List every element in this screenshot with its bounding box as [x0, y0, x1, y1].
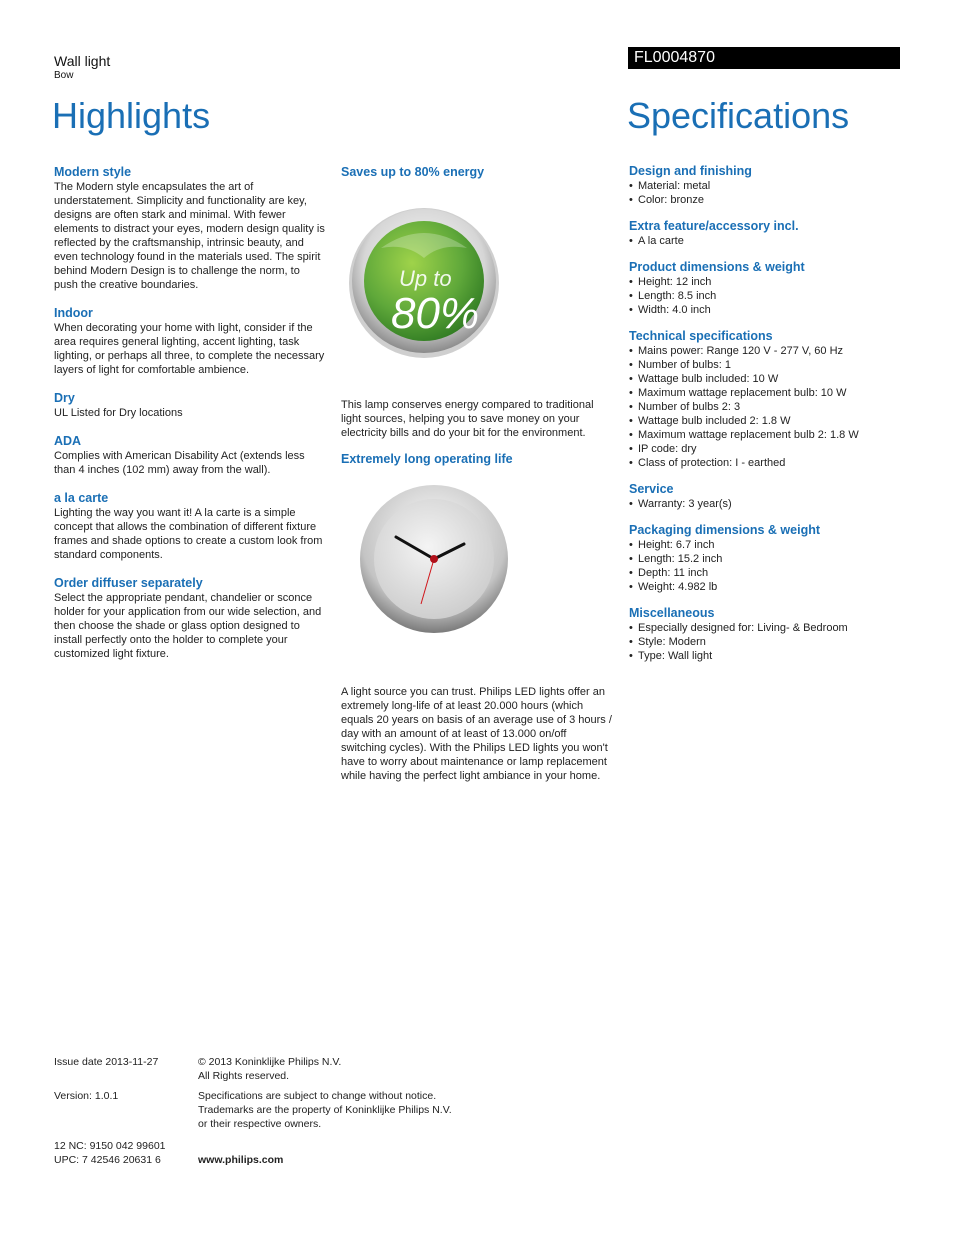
spec-miscellaneous — [629, 606, 919, 663]
copyright-line-2: All Rights reserved. — [198, 1070, 290, 1082]
product-type: Wall light — [54, 53, 111, 69]
spec-extra-feature — [629, 219, 919, 248]
spec-title: Design and finishing — [629, 164, 752, 178]
spec-item: • Especially designed for: Living- & Bedroom — [629, 621, 919, 635]
spec-item: • Maximum wattage replacement bulb 2: 1.8 W — [629, 428, 919, 442]
spec-title: Product dimensions & weight — [629, 260, 805, 274]
spec-title: Extra feature/accessory incl. — [629, 219, 799, 233]
spec-item: • Depth: 11 inch — [629, 566, 919, 580]
highlight-ada — [54, 434, 326, 477]
highlight-modern-style — [54, 165, 326, 292]
upc-number: UPC: 7 42546 20631 6 — [54, 1154, 161, 1166]
highlights-column — [54, 165, 326, 675]
highlight-text: Complies with American Disability Act (extends less than 4 inches (102 mm) away from the wall). — [54, 450, 305, 476]
spec-item: • Style: Modern — [629, 635, 919, 649]
spec-packaging-dimensions — [629, 523, 919, 594]
spec-title: Packaging dimensions & weight — [629, 523, 821, 537]
highlight-title: ADA — [54, 434, 82, 448]
spec-title: Technical specifications — [629, 329, 773, 343]
product-code-bar: FL0004870 — [628, 47, 900, 69]
highlight-title: Dry — [54, 391, 75, 405]
spec-item: • Height: 12 inch — [629, 275, 919, 289]
spec-item: • Color: bronze — [629, 193, 919, 207]
spec-item: • Width: 4.0 inch — [629, 303, 919, 317]
clock-image — [341, 479, 541, 669]
highlight-title: Order diffuser separately — [54, 576, 203, 590]
spec-item: • Class of protection: I - earthed — [629, 456, 919, 470]
highlight-text: Lighting the way you want it! A la carte is a simple concept that allows the combination of different fixture frames and shade options to create a custom look from standard components. — [54, 507, 323, 561]
badge-value: 80% — [391, 289, 480, 338]
nc-number: 12 NC: 9150 042 99601 — [54, 1140, 166, 1152]
highlight-dry — [54, 391, 326, 420]
spec-item: • Material: metal — [629, 179, 919, 193]
feature-life-text: A light source you can trust. Philips LED lights offer an extremely long-life of at least 20.000 hours (which equals 20 years on basis of an average use of 3 hours / day with an amount of at least of 13.000 on/off switching cycles). With the Philips LED lights you won't have to worry about maintenance or lamp replacement while having the perfect light ambiance in your home. — [341, 686, 612, 782]
spec-item: • Warranty: 3 year(s) — [629, 497, 919, 511]
spec-item: • Height: 6.7 inch — [629, 538, 919, 552]
feature-life-title: Extremely long operating life — [341, 452, 513, 466]
highlight-title: Indoor — [54, 306, 93, 320]
features-column — [341, 165, 613, 783]
highlight-a-la-carte — [54, 491, 326, 562]
highlights-title: Highlights — [52, 95, 211, 136]
product-name: Bow — [54, 70, 74, 81]
highlight-text: The Modern style encapsulates the art of understatement. Simplicity and functionality are key, designs are often stark and minimal. With fewer elements to distract your eyes, modern design quality is reflected by the craftsmanship, intrinsic beauty, and even technology found in the materials used. The spirit behind Modern Design is to challenge the norm, to push the creative boundaries. — [54, 181, 325, 291]
spec-item: • Number of bulbs: 1 — [629, 358, 919, 372]
website-link[interactable]: www.philips.com — [198, 1154, 284, 1166]
highlight-order-diffuser — [54, 576, 326, 661]
spec-item: • Length: 15.2 inch — [629, 552, 919, 566]
notice-line-3: or their respective owners. — [198, 1118, 322, 1130]
highlight-text: When decorating your home with light, consider if the area requires general lighting, accent lighting, task lighting, or perhaps all three, to complete the necessary layers of light for comfortable ambience. — [54, 322, 325, 376]
highlight-text: Select the appropriate pendant, chandelier or sconce holder for your application from our wide selection, and then choose the shade or glass option designed to install perfectly onto the holder to complete your customized light fixture. — [54, 592, 322, 660]
spec-item: • Number of bulbs 2: 3 — [629, 400, 919, 414]
spec-design-finishing — [629, 164, 919, 207]
clock-icon — [341, 479, 541, 669]
issue-date: Issue date 2013-11-27 — [54, 1056, 159, 1068]
feature-energy-text: This lamp conserves energy compared to traditional light sources, helping you to save money on your electricity bills and do your bit for the environment. — [341, 399, 594, 439]
highlight-title: Modern style — [54, 165, 132, 179]
spec-item: • A la carte — [629, 234, 919, 248]
spec-technical — [629, 329, 919, 470]
spec-item: • Wattage bulb included: 10 W — [629, 372, 919, 386]
energy-badge-icon — [341, 188, 541, 378]
highlight-indoor — [54, 306, 326, 377]
feature-energy-title: Saves up to 80% energy — [341, 165, 485, 179]
copyright-line-1: © 2013 Koninklijke Philips N.V. — [198, 1056, 342, 1068]
spec-title: Miscellaneous — [629, 606, 715, 620]
spec-item: • Wattage bulb included 2: 1.8 W — [629, 414, 919, 428]
notice-line-2: Trademarks are the property of Koninklijke Philips N.V. — [198, 1104, 452, 1116]
highlight-text: UL Listed for Dry locations — [54, 407, 183, 419]
spec-item: • Weight: 4.982 lb — [629, 580, 919, 594]
spec-item: • Type: Wall light — [629, 649, 919, 663]
highlight-title: a la carte — [54, 491, 109, 505]
spec-product-dimensions — [629, 260, 919, 317]
spec-item: • Maximum wattage replacement bulb: 10 W — [629, 386, 919, 400]
spec-title: Service — [629, 482, 674, 496]
notice-line-1: Specifications are subject to change without notice. — [198, 1090, 437, 1102]
spec-service — [629, 482, 919, 511]
version: Version: 1.0.1 — [54, 1090, 119, 1102]
spec-item: • Mains power: Range 120 V - 277 V, 60 Hz — [629, 344, 919, 358]
specifications-title: Specifications — [627, 95, 850, 136]
energy-badge-image — [341, 188, 541, 378]
specifications-column — [629, 164, 919, 675]
spec-item: • IP code: dry — [629, 442, 919, 456]
badge-up-to: Up to — [399, 266, 452, 291]
spec-item: • Length: 8.5 inch — [629, 289, 919, 303]
